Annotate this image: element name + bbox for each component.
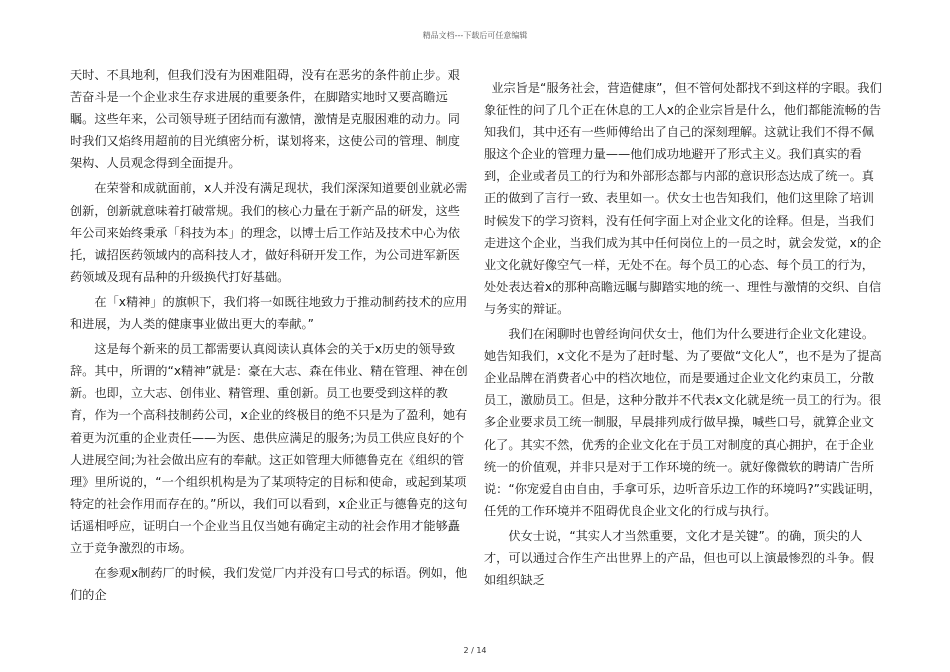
paragraph: 这是每个新来的员工都需要认真阅读认真体会的关于x历史的领导致辞。其中，所谓的“x精神”就是：豪在大志、森在伟业、精在管理、神在创新。也即，立大志、创伟业、精管理、重创新。员工也要受到这样的教育，作为一个高科技制药公司，x企业的终极目的绝不只是为了盈利，她有着更为沉重的企业责任——为医、患供应满足的服务;为员工供应良好的个人进展空间;为社会做出应有的奉献。这正如管理大师德鲁克在《组织的管理》里所说的，“一个组织机构是为了某项特定的目标和使命，或起到某项特定的社会作用而存在的。”所以，我们可以看到，x企业正与德鲁克的这句话遥相呼应，证明白一个企业当且仅当她有确定主动的社会作用才能够矗立于竞争激烈的市场。 [70, 342, 468, 555]
page-number: 2 / 14 [463, 646, 487, 655]
left-column [70, 64, 470, 606]
paragraph: 业宗旨是“服务社会，营造健康”，但不管何处都找不到这样的字眼。我们象征性的问了几个正在休息的工人x的企业宗旨是什么，他们都能流畅的告知我们，其中还有一些师傅给出了自己的深刻理解。这就让我们不得不佩服这个企业的管理力量——他们成功地避开了形式主义。我们真实的看到，企业或者员工的行为和外部形态都与内部的意识形态达成了统一。真正的做到了言行一致、表里如一。伏女士也告知我们，他们这里除了培训时候发下的学习资料，没有任何字面上对企业文化的诠释。但是，当我们走进这个企业，当我们成为其中任何岗位上的一员之时，就会发觉，x的企业文化就好像空气一样，无处不在。每个员工的心态、每个员工的行为，处处表达着x的那种高瞻远瞩与脚踏实地的统一、理性与激情的交织、自信与务实的辩证。 [484, 81, 882, 316]
right-column [484, 77, 884, 591]
paragraph: 在参观x制药厂的时候，我们发觉厂内并没有口号式的标语。例如，他们的企 [70, 566, 468, 603]
page-header: 精品文档---下载后可任意编辑 [422, 31, 528, 40]
paragraph: 我们在闲聊时也曾经询问伏女士，他们为什么要进行企业文化建设。她告知我们，x文化不是为了赶时髦、为了要做“文化人”，也不是为了提高企业品牌在消费者心中的档次地位，而是要通过企业文化约束员工，分散员工，激励员工。但是，这种分散并不代表x文化就是统一员工的行为。很多企业要求员工统一制服，早晨排列成行做早操，喊些口号，就算企业文化了。其实不然，优秀的企业文化在于员工对制度的真心拥护，在于企业统一的价值观，并非只是对于工作环境的统一。就好像微软的聘请广告所说：“你宠爱自由自由，手拿可乐，边听音乐边工作的环境吗?”实践证明，任凭的工作环境并不阻碍优良企业文化的行成与执行。 [484, 327, 882, 518]
paragraph: 伏女士说，“其实人才当然重要，文化才是关键”。的确，顶尖的人才，可以通过合作生产出世界上的产品，但也可以上演最惨烈的斗争。假如组织缺乏 [484, 528, 874, 588]
paragraph: 天时、不具地利，但我们没有为困难阻碍，没有在恶劣的条件前止步。艰苦奋斗是一个企业求生存求进展的重要条件，在脚踏实地时又要高瞻远瞩。这些年来，公司领导班子团结而有激情，激情是克服困难的动力。同时我们又焰终用超前的目光缜密分析，谋划将来，这使公司的管理、制度架构、人员观念得到全面提升。 [70, 68, 460, 171]
paragraph: 在「x精神」的旗帜下，我们将一如既往地致力于推动制药技术的应用和进展，为人类的健康事业做出更大的奉献。” [70, 294, 468, 332]
paragraph: 在荣誉和成就面前，x人并没有满足现状，我们深深知道要创业就必需创新，创新就意味着打破常规。我们的核心力量在于新产品的研发，这些年公司来始终秉承「科技为本」的理念，以博士后工作站及技术中心为依托，诚招医药领域内的高科技人才，做好科研开发工作，为公司进军新医药领域及现有品种的升级换代打好基础。 [70, 181, 468, 284]
